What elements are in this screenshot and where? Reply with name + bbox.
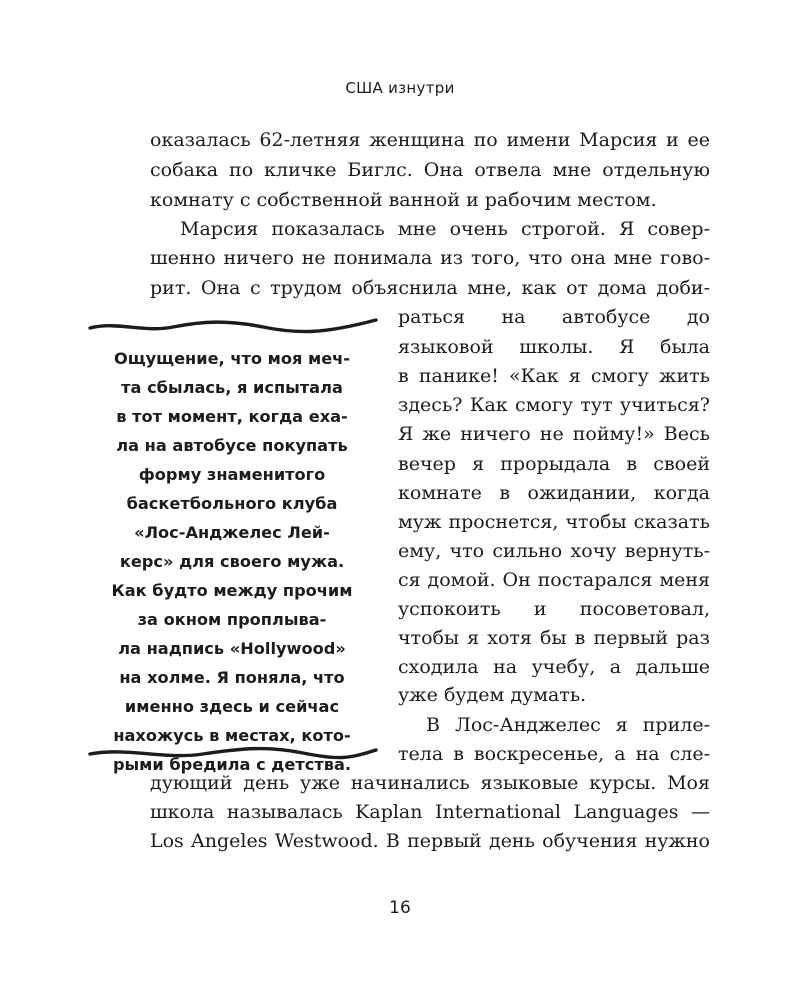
- pull-quote-line: форму знаменитого: [138, 465, 326, 484]
- body-line: сходила на учебу, а дальше: [398, 656, 710, 678]
- pull-quote-line: именно здесь и сейчас: [124, 697, 340, 716]
- body-line: школа называлась Kaplan International Languages —: [150, 801, 710, 823]
- body-line: Я же ничего не пойму!» Весь: [398, 423, 710, 445]
- pull-quote-line: та сбылась, я испытала: [121, 378, 343, 397]
- pull-quote-line: на холме. Я поняла, что: [119, 668, 345, 687]
- body-line: дующий день уже начинались языковые курсы. Моя: [150, 772, 710, 794]
- body-line: В Лос-Анджелес я приле-: [426, 714, 710, 736]
- pull-quote-bottom-wave-divider: [88, 738, 378, 768]
- body-line: шенно ничего не понимала из того, что она мне гово-: [150, 247, 710, 269]
- pull-quote-line: рыми бредила с детства.: [112, 755, 352, 774]
- pull-quote-line: ла надпись «Hollywood»: [118, 639, 346, 658]
- body-line: ся домой. Он постарался меня: [398, 569, 710, 591]
- body-line: здесь? Как смогу тут учиться?: [398, 394, 710, 416]
- body-line: тела в воскресенье, а на сле-: [398, 743, 710, 765]
- body-line: уже будем думать.: [398, 684, 587, 706]
- body-line: Марсия показалась мне очень строгой. Я совер-: [180, 218, 710, 240]
- pull-quote-line: Как будто между прочим: [111, 581, 353, 600]
- running-header: США изнутри: [345, 79, 455, 97]
- pull-quote-line: керс» для своего мужа.: [119, 552, 345, 571]
- body-line: в панике! «Как я смогу жить: [398, 365, 710, 387]
- pull-quote-line: Ощущение, что моя меч-: [113, 349, 351, 368]
- pull-quote-line: в тот момент, когда еха-: [116, 407, 348, 426]
- body-line: комнату с собственной ванной и рабочим местом.: [150, 189, 657, 211]
- body-line: муж проснется, чтобы сказать: [398, 511, 710, 533]
- body-line: чтобы я хотя бы в первый раз: [398, 627, 710, 649]
- body-line: вечер я прорыдала в своей: [398, 453, 710, 475]
- body-line: раться на автобусе до: [398, 306, 710, 328]
- pull-quote-line: ла на автобусе покупать: [116, 436, 348, 455]
- pull-quote-line: за окном проплыва-: [137, 610, 327, 629]
- body-line: оказалась 62-летняя женщина по имени Марсия и ее: [150, 129, 710, 151]
- body-line: ему, что сильно хочу вернуть-: [398, 540, 710, 562]
- pull-quote-line: «Лос-Анджелес Лей-: [134, 523, 330, 542]
- body-line: комнате в ожидании, когда: [398, 482, 710, 504]
- pull-quote-line: нахожусь в местах, кото-: [113, 726, 351, 745]
- pull-quote-top-wave-divider: [88, 310, 378, 340]
- body-line: собака по кличке Биглс. Она отвела мне отдельную: [150, 159, 710, 181]
- body-line: рит. Она с трудом объяснила мне, как от дома доби-: [150, 277, 710, 299]
- body-line: языковой школы. Я была: [398, 336, 710, 358]
- pull-quote-line: баскетбольного клуба: [126, 494, 338, 513]
- page-number: 16: [389, 898, 411, 918]
- body-line: успокоить и посоветовал,: [398, 598, 710, 620]
- body-line: Los Angeles Westwood. В первый день обучения нужно: [150, 830, 710, 852]
